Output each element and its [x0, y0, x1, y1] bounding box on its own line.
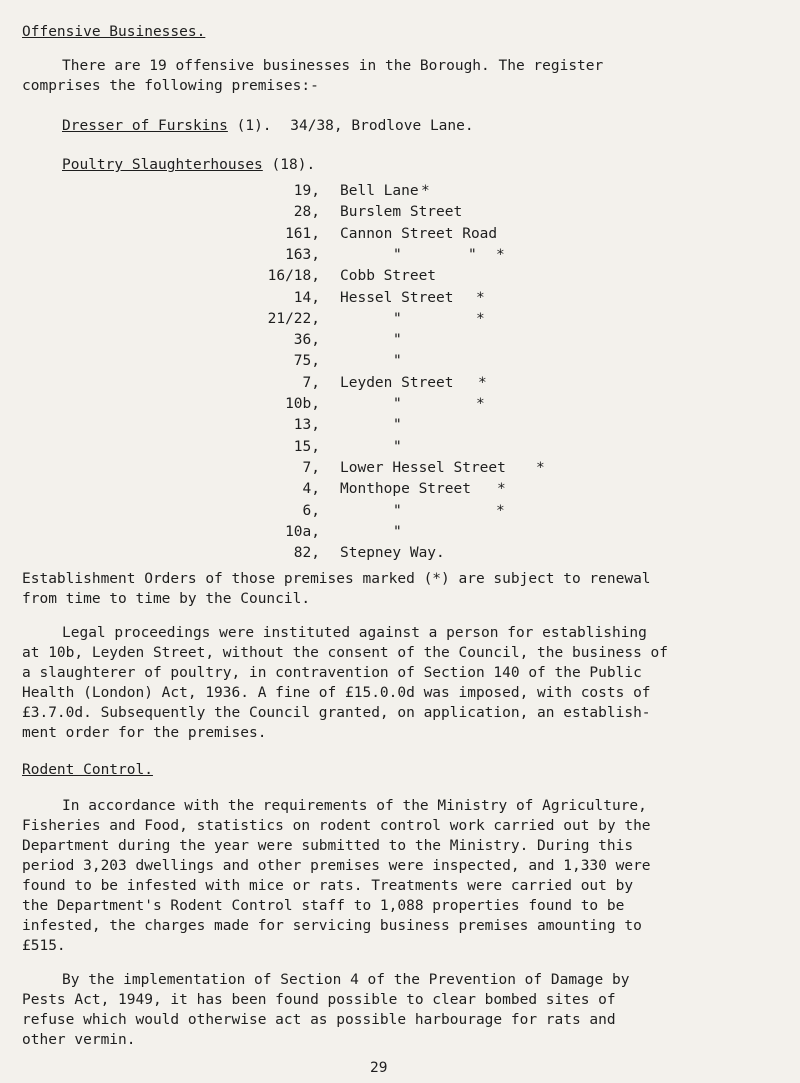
poultry-row-asterisk: *: [478, 374, 487, 391]
intro-line-2: comprises the following premises:-: [22, 78, 319, 94]
poultry-row-asterisk: *: [496, 502, 505, 519]
rodent-line-5: found to be infested with mice or rats. Treatments were carried out by: [22, 878, 634, 894]
poultry-row-number: 10a,: [285, 523, 320, 540]
furskins-label: Dresser of Furskins: [62, 118, 228, 134]
poultry-row-street: Lower Hessel Street: [340, 459, 506, 476]
poultry-row-number: 161,: [285, 225, 320, 242]
pests-line-1: By the implementation of Section 4 of the Prevention of Damage by: [62, 972, 630, 988]
poultry-row-number: 28,: [293, 204, 320, 221]
poultry-row-ditto: ": [393, 310, 402, 327]
poultry-row-number: 82,: [293, 545, 320, 562]
poultry-row-ditto: ": [393, 523, 402, 540]
pests-line-4: other vermin.: [22, 1032, 136, 1048]
rodent-line-6: the Department's Rodent Control staff to 1,088 properties found to be: [22, 898, 625, 914]
furskins-address: 34/38, Brodlove Lane.: [290, 118, 474, 134]
poultry-row-ditto: ": [393, 246, 402, 263]
legal-line-3: a slaughterer of poultry, in contravention of Section 140 of the Public: [22, 665, 642, 681]
poultry-row-ditto: ": [393, 502, 402, 519]
poultry-row-asterisk: *: [476, 289, 485, 306]
legal-line-2: at 10b, Leyden Street, without the consent of the Council, the business of: [22, 645, 669, 661]
poultry-row-street: Cobb Street: [340, 268, 437, 285]
poultry-row-number: 6,: [302, 502, 320, 519]
poultry-row-number: 7,: [302, 374, 320, 391]
poultry-row-number: 14,: [293, 289, 320, 306]
poultry-row-ditto: ": [393, 353, 402, 370]
poultry-row-number: 16/18,: [267, 268, 320, 285]
poultry-row-street: Leyden Street: [340, 374, 454, 391]
poultry-row-number: 19,: [293, 183, 320, 199]
poultry-row-ditto: ": [393, 332, 402, 349]
poultry-row-street: Stepney Way.: [340, 545, 445, 562]
poultry-row-street: Bell Lane: [340, 183, 419, 199]
poultry-heading: [62, 157, 315, 173]
poultry-row-street: Hessel Street: [340, 289, 454, 306]
poultry-row-asterisk: *: [497, 481, 506, 498]
poultry-row-asterisk: *: [536, 459, 545, 476]
legal-line-5: £3.7.0d. Subsequently the Council granted, on application, an establish-: [22, 705, 651, 721]
poultry-row-street: Burslem Street: [340, 204, 463, 221]
legal-line-4: Health (London) Act, 1936. A fine of £15.0.0d was imposed, with costs of: [22, 685, 651, 701]
rodent-line-2: Fisheries and Food, statistics on rodent control work carried out by the: [22, 818, 651, 834]
rodent-line-7: infested, the charges made for servicing business premises amounting to: [22, 918, 642, 934]
poultry-row-asterisk: *: [476, 310, 485, 327]
poultry-label: Poultry Slaughterhouses: [62, 157, 263, 173]
poultry-row-number: 10b,: [285, 396, 320, 412]
poultry-row-ditto: ": [393, 438, 402, 455]
poultry-row-asterisk: *: [496, 246, 505, 263]
poultry-row-asterisk: *: [476, 396, 485, 412]
rodent-line-3: Department during the year were submitted to the Ministry. During this: [22, 838, 634, 854]
intro-line-1: There are 19 offensive businesses in the Borough. The register: [62, 58, 604, 74]
poultry-row-number: 7,: [302, 459, 320, 476]
poultry-row-number: 163,: [285, 246, 320, 263]
poultry-row-street: Monthope Street: [340, 481, 471, 498]
heading-offensive-businesses: Offensive Businesses.: [22, 24, 206, 40]
poultry-row-ditto: ": [393, 396, 402, 412]
furskins-count: (1).: [236, 118, 272, 134]
rodent-line-4: period 3,203 dwellings and other premises were inspected, and 1,330 were: [22, 858, 651, 874]
heading-rodent-control: Rodent Control.: [22, 762, 153, 778]
page-number: 29: [370, 1060, 388, 1076]
poultry-row-number: 75,: [293, 353, 320, 370]
pests-line-2: Pests Act, 1949, it has been found possible to clear bombed sites of: [22, 992, 616, 1008]
establishment-line-1: Establishment Orders of those premises marked (*) are subject to renewal: [22, 571, 651, 587]
poultry-row-number: 21/22,: [267, 310, 320, 327]
furskins-entry: [62, 118, 474, 134]
legal-line-6: ment order for the premises.: [22, 725, 267, 741]
poultry-row-ditto: ": [393, 417, 402, 434]
poultry-row-number: 15,: [293, 438, 320, 455]
poultry-row-number: 13,: [293, 417, 320, 434]
rodent-line-8: £515.: [22, 938, 66, 954]
poultry-row-street: Cannon Street Road: [340, 225, 498, 242]
poultry-row-asterisk: *: [421, 183, 430, 199]
poultry-row-number: 4,: [302, 481, 320, 498]
rodent-line-1: In accordance with the requirements of the Ministry of Agriculture,: [62, 798, 647, 814]
poultry-row-number: 36,: [293, 332, 320, 349]
poultry-count: (18).: [271, 157, 316, 173]
legal-line-1: Legal proceedings were instituted against a person for establishing: [62, 625, 647, 641]
pests-line-3: refuse which would otherwise act as possible harbourage for rats and: [22, 1012, 616, 1028]
establishment-line-2: from time to time by the Council.: [22, 591, 311, 607]
poultry-row-ditto-2: ": [468, 246, 477, 263]
